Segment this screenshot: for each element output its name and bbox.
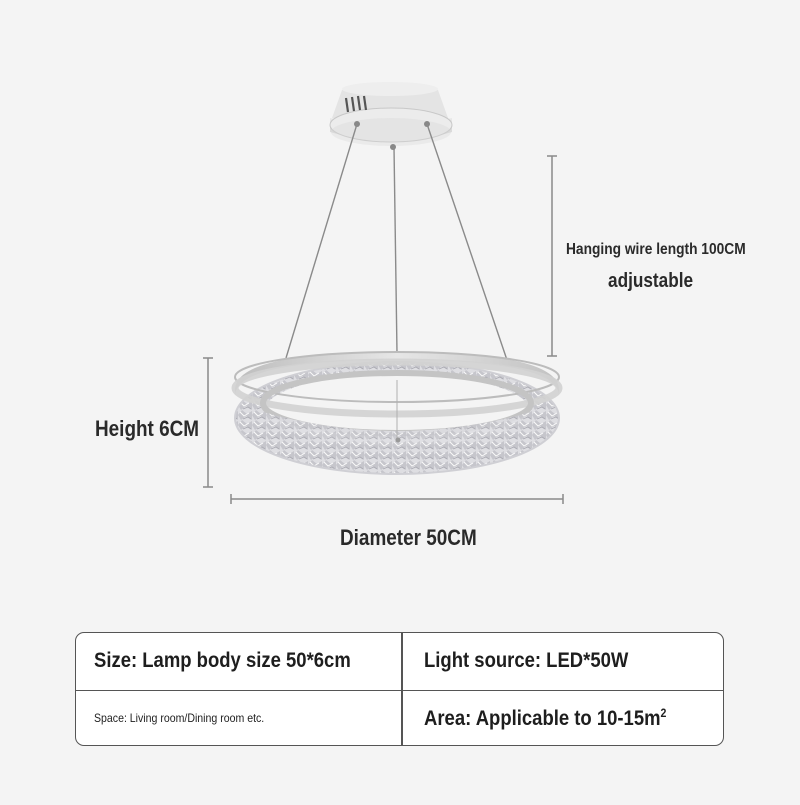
wire-length-label: Hanging wire length 100CM [566, 241, 746, 258]
height-label: Height 6CM [95, 416, 200, 441]
ring-lamp-body [235, 352, 559, 474]
spec-table [75, 632, 724, 746]
size-text: Size: Lamp body size 50*6cm [94, 649, 351, 672]
light-source-text: Light source: LED*50W [424, 649, 629, 672]
hanging-wires [286, 124, 507, 360]
area-cell [424, 690, 714, 746]
wire-adjustable-label: adjustable [608, 270, 694, 292]
space-text: Space: Living room/Dining room etc. [94, 711, 265, 725]
space-cell [94, 690, 394, 746]
area-superscript: 2 [660, 705, 667, 720]
area-text [424, 706, 666, 731]
table-row [76, 633, 723, 691]
diameter-label: Diameter 50CM [340, 525, 477, 550]
size-cell [94, 633, 394, 689]
ceiling-canopy [330, 82, 452, 150]
light-source-cell [424, 633, 714, 689]
area-prefix: Area: Applicable to 10-15m [424, 706, 661, 730]
table-row [76, 690, 723, 746]
